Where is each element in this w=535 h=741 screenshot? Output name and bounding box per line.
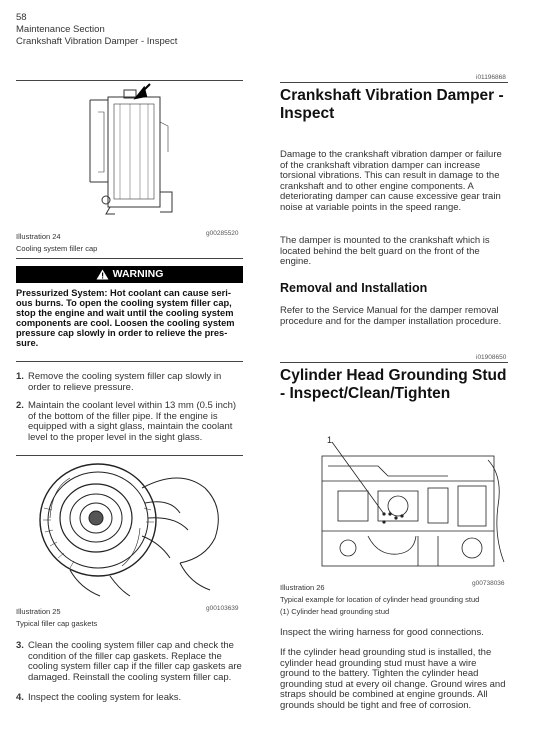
warning-icon	[96, 269, 109, 280]
illustration-24-code: g00285520	[206, 230, 239, 237]
step-4-text: Inspect the cooling system for leaks.	[28, 692, 182, 703]
step-1-number: 1.	[16, 371, 24, 382]
doc-id-1: i01196868	[476, 74, 506, 81]
rule-before-grounding	[280, 362, 508, 363]
step-1-text: Remove the cooling system filler cap slowly in order to relieve pressure.	[28, 371, 222, 393]
step-3	[16, 641, 244, 683]
para-damper-location: The damper is mounted to the crankshaft which is located behind the belt guard on the front of the engine.	[280, 235, 490, 267]
callout-1: 1	[327, 435, 333, 445]
para-inspect-harness: Inspect the wiring harness for good connections.	[280, 627, 484, 638]
step-2-text: Maintain the coolant level within 13 mm (0.5 inch) of the bottom of the filler pipe. If the engine is equipped with a sight glass, maintain the coolant level to the proper level in the sight glass.	[28, 400, 237, 443]
para-removal: Refer to the Service Manual for the damper removal procedure and for the damper installation procedure.	[280, 305, 502, 327]
rule-top-left	[16, 80, 243, 81]
step-2-number: 2.	[16, 400, 24, 411]
illustration-26-caption: Typical example for location of cylinder head grounding stud	[280, 595, 480, 604]
illustration-24-label: Illustration 24	[16, 232, 61, 241]
page-number: 58	[16, 12, 27, 23]
illustration-26-code: g00738036	[472, 580, 505, 587]
step-2	[16, 401, 244, 443]
para-grounding-stud: If the cylinder head grounding stud is installed, the cylinder head grounding stud must have a wire ground to the battery. Tighten the cylinder head grounding stud at every oil change. Ground wires and straps should be combined at engine grounds. All grounds should be tight and free of corrosion.	[280, 647, 506, 711]
illustration-25-caption: Typical filler cap gaskets	[16, 619, 98, 628]
illustration-24-caption: Cooling system filler cap	[16, 244, 98, 253]
rule-top-right	[280, 82, 508, 83]
section-title-damper: Crankshaft Vibration Damper - Inspect	[280, 87, 504, 122]
warning-text: Pressurized System: Hot coolant can cause seri- ous burns. To open the cooling system filler cap, stop the engine and wait until the cooling system components are cool. Loosen the cooling system pressure cap slowly in order to relieve the pres- sure.	[16, 288, 235, 348]
illustration-25-code: g00103639	[206, 605, 239, 612]
doc-id-2: i01908650	[476, 354, 507, 361]
rule-before-illustration-25	[16, 455, 243, 456]
illustration-24-image	[60, 82, 210, 222]
warning-title: WARNING	[112, 268, 164, 280]
step-3-number: 3.	[16, 640, 24, 651]
warning-banner	[16, 266, 243, 283]
section-name: Maintenance Section	[16, 24, 105, 35]
para-damper-damage: Damage to the crankshaft vibration damper or failure of the crankshaft vibration damper can increase torsional vibrations. This can result in damage to the crankshaft and to other engine components. A deteriorating damper can cause excessive gear train noise at variable points in the speed range.	[280, 149, 502, 213]
step-4-number: 4.	[16, 692, 24, 703]
rule-after-warning	[16, 361, 243, 362]
steps-list-a	[16, 372, 244, 443]
illustration-26-callout-legend: (1) Cylinder head grounding stud	[280, 607, 390, 616]
illustration-26-label: Illustration 26	[280, 583, 325, 592]
step-3-text: Clean the cooling system filler cap and check the condition of the filler cap gaskets. Replace the cooling system filler cap if the filler cap gaskets are damaged. Reinstall the cooling system filler cap.	[28, 640, 242, 683]
illustration-25-label: Illustration 25	[16, 607, 61, 616]
section-title-grounding: Cylinder Head Grounding Stud - Inspect/Clean/Tighten	[280, 367, 507, 402]
rule-after-illustration-24	[16, 258, 243, 259]
steps-list-b	[16, 641, 244, 704]
illustration-26-image	[318, 436, 518, 576]
topic-name: Crankshaft Vibration Damper - Inspect	[16, 36, 178, 47]
subheading-removal: Removal and Installation	[280, 281, 428, 295]
step-1	[16, 372, 244, 393]
illustration-25-image	[30, 458, 230, 598]
step-4	[16, 693, 244, 704]
